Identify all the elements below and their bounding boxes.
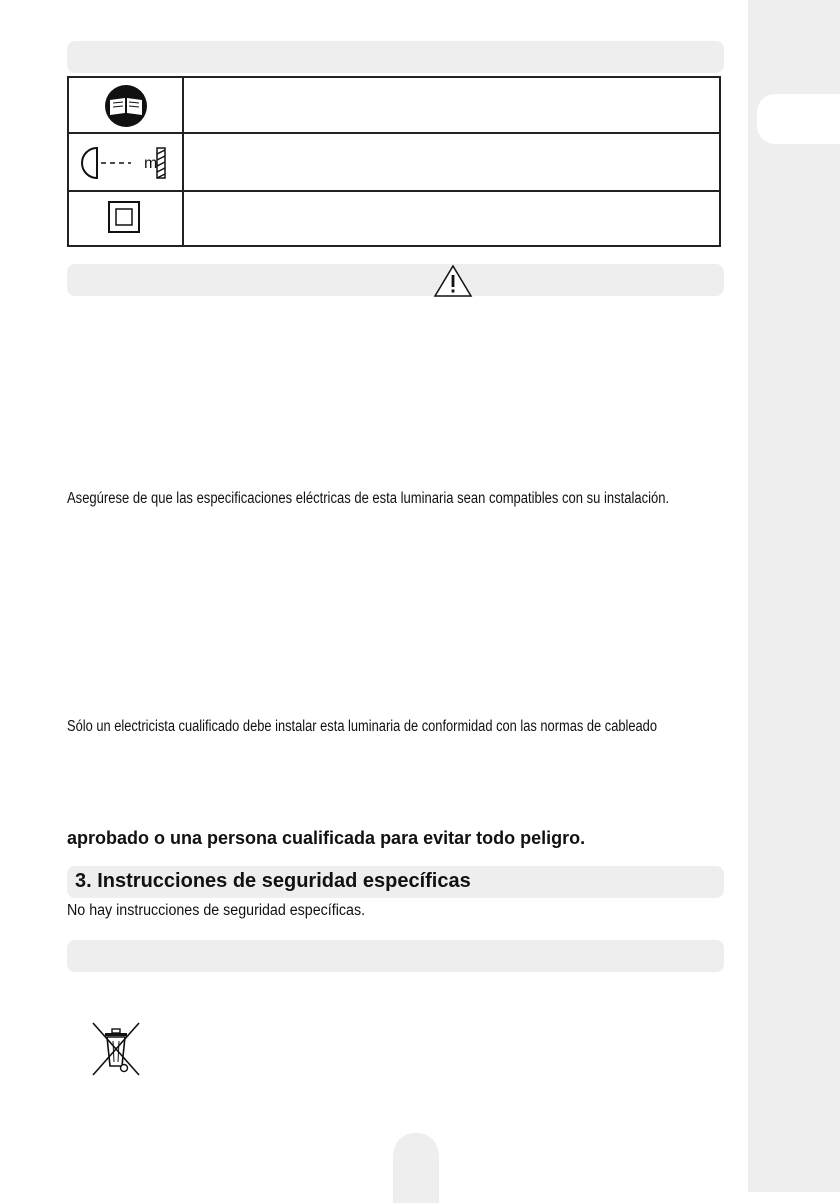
side-language-tab	[757, 94, 840, 144]
symbol-row-manual	[69, 78, 719, 134]
specific-section-title: 3. Instrucciones de seguridad específicas	[75, 870, 471, 892]
read-manual-icon	[69, 78, 182, 132]
symbol-table	[67, 76, 721, 247]
safety-text-line-1: Asegúrese de que las especificaciones eléctricas de esta luminaria sean compatibles con su instalación.	[67, 490, 670, 507]
section-bar-general-safety	[67, 264, 724, 296]
side-strip	[748, 0, 840, 1192]
distance-icon	[69, 134, 182, 190]
safety-text-bold: aprobado o una persona cualificada para evitar todo peligro.	[67, 828, 586, 848]
section-bar-environment	[67, 940, 724, 972]
symbol-column-divider	[182, 78, 184, 245]
weee-bin-icon	[90, 1020, 142, 1083]
safety-text-line-2: Sólo un electricista cualificado debe instalar esta luminaria de conformidad con las normas de cableado	[67, 718, 657, 735]
symbol-row-class-ii	[69, 192, 719, 245]
section-bar-symbols	[67, 41, 724, 73]
warning-icon	[433, 264, 473, 303]
page-number-tab	[393, 1133, 439, 1203]
class-ii-icon	[69, 192, 182, 245]
section-bar-specific	[67, 866, 724, 898]
distance-unit: m	[144, 155, 158, 172]
specific-section-text: No hay instrucciones de seguridad específicas.	[67, 902, 366, 919]
symbol-row-distance	[69, 134, 719, 192]
